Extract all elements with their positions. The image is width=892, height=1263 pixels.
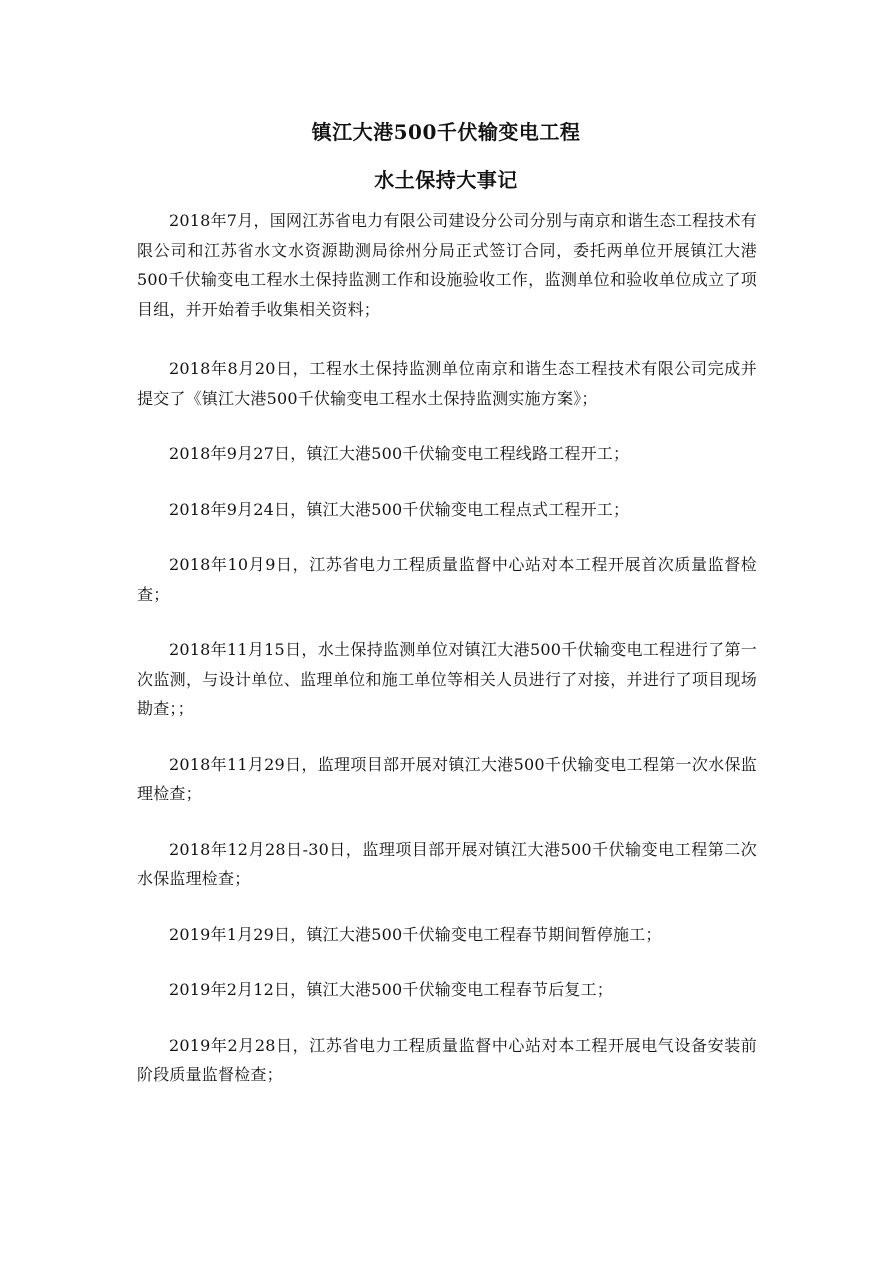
document-body — [137, 206, 757, 1116]
paragraph-2018-11-15: 2018年11月15日，水土保持监测单位对镇江大港500千伏输变电工程进行了第一次监测，与设计单位、监理单位和施工单位等相关人员进行了对接，并进行了项目现场勘查；； — [137, 640, 757, 718]
paragraph-2018-10-09: 2018年10月9日，江苏省电力工程质量监督中心站对本工程开展首次质量监督检查； — [137, 555, 757, 604]
paragraph-2018-08-20: 2018年8月20日，工程水土保持监测单位南京和谐生态工程技术有限公司完成并提交了《镇江大港500千伏输变电工程水土保持监测实施方案》； — [137, 359, 757, 408]
document-subtitle: 水土保持大事记 — [374, 168, 518, 192]
paragraph-2018-09-24: 2018年9月24日，镇江大港500千伏输变电工程点式工程开工； — [169, 499, 630, 519]
paragraph-2018-09-27: 2018年9月27日，镇江大港500千伏输变电工程线路工程开工； — [169, 444, 630, 463]
paragraph-2019-02-28: 2019年2月28日，江苏省电力工程质量监督中心站对本工程开展电气设备安装前阶段质量监督检查； — [137, 1035, 757, 1084]
paragraph-2018-07: 2018年7月，国网江苏省电力有限公司建设分公司分别与南京和谐生态工程技术有限公司和江苏省水文水资源勘测局徐州分局正式签订合同，委托两单位开展镇江大港500千伏输变电工程水土保持监测工作和设施验收工作，监测单位和验收单位成立了项目组，并开始着手收集相关资料； — [137, 211, 757, 319]
paragraph-2019-02-12: 2019年2月12日，镇江大港500千伏输变电工程春节后复工； — [169, 980, 613, 999]
paragraph-2018-12-28: 2018年12月28日-30日，监理项目部开展对镇江大港500千伏输变电工程第二次水保监理检查； — [137, 839, 757, 888]
paragraph-2018-11-29: 2018年11月29日，监理项目部开展对镇江大港500千伏输变电工程第一次水保监理检查； — [137, 754, 757, 803]
document-title: 镇江大港500千伏输变电工程 — [311, 120, 581, 144]
paragraph-2019-01-29: 2019年1月29日，镇江大港500千伏输变电工程春节期间暂停施工； — [169, 924, 662, 944]
